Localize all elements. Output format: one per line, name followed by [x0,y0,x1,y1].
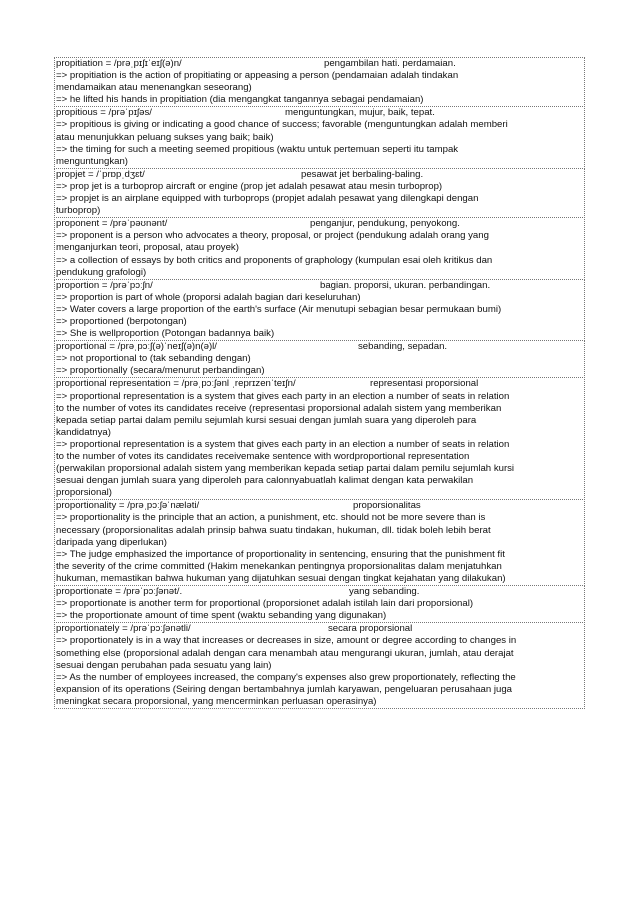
meaning: secara proporsional [328,623,413,635]
entry-header [56,58,584,70]
example-line: menguntungkan) [56,155,129,167]
example-line: => As the number of employees increased, the company's expenses also grew proportionately, reflecting the [56,671,516,683]
meaning: yang sebanding. [349,586,420,598]
example-line: => proportionately is in a way that increases or decreases in size, amount or degree according to changes in [56,635,517,647]
example-line: kandidatnya) [56,426,111,438]
meaning: proporsionalitas [353,500,421,512]
entry-header [56,280,584,292]
example-line: => proportional representation is a system that gives each party in an election a number of seats in relation [56,438,510,450]
entry-proportionate [54,585,585,623]
example-line: hukuman, memastikan bahwa hukuman yang dijatuhkan sesuai dengan tingkat kejahatan yang dilakukan) [56,572,506,584]
example-line: kepada setiap partai dalam pemilu sejumlah kursi sesuai dengan jumlah suara yang diperoleh para [56,414,477,426]
entry-header [56,500,584,512]
headword: proportionately = /prəˈpɔːʃənətli/ [56,623,191,635]
example-line: (perwakilan proporsional adalah sistem yang memberikan kepada setiap partai dalam pemilu sejumlah kursi [56,463,515,475]
entry-header [56,169,584,181]
example-line: mendamaikan atau menenangkan seseorang) [56,82,252,94]
example-line: expansion of its operations (Seiring dengan bertambahnya jumlah karyawan, pengeluaran perusahaan juga [56,683,513,695]
entry-propjet [54,168,585,218]
entry-propitious [54,106,585,168]
headword: propitiation = /prəˌpɪʃɪˈeɪʃ(ə)n/ [56,58,182,69]
entry-proportion [54,279,585,341]
headword: proportionate = /prəˈpɔːʃənət/. [56,586,183,598]
headword: propitious = /prəˈpɪʃəs/ [56,107,152,119]
example-line: sesuai dengan jumlah suara yang diperoleh para calonnyabuatlah kalimat dengan kata perwakilan [56,475,474,487]
meaning: bagian. proporsi, ukuran. perbandingan. [320,279,491,291]
example-line: => proportionally (secara/menurut perbandingan) [56,365,265,377]
dictionary-page [54,58,585,709]
example-line: => proponent is a person who advocates a theory, proposal, or project (pendukung adalah orang yang [56,230,489,242]
example-line: => proportionality is the principle that an action, a punishment, etc. should not be more severe than is [56,512,486,524]
example-line: turboprop) [56,205,101,217]
example-line: to the number of votes its candidates receive (representasi proporsional adalah sistem yang memberikan [56,402,502,414]
example-line: => prop jet is a turboprop aircraft or engine (prop jet adalah pesawat atau mesin turboprop) [56,180,443,192]
meaning: pengambilan hati. perdamaian. [324,58,456,69]
entry-proportionality [54,499,585,586]
example-line: => the proportionate amount of time spent (waktu sebanding yang digunakan) [56,610,387,622]
example-line: menganjurkan teori, proposal, atau proyek) [56,242,239,254]
example-line: necessary (proporsionalitas adalah prinsip bahwa suatu tindakan, hukuman, dll. tidak boleh lebih berat [56,524,491,536]
headword: proportion = /prəˈpɔːʃn/ [56,279,153,291]
meaning: representasi proporsional [370,378,479,390]
meaning: penganjur, pendukung, penyokong. [310,218,460,230]
example-line: => propitiation is the action of propitiating or appeasing a person (pendamaian adalah tindakan [56,70,459,82]
example-line: => propitious is giving or indicating a good chance of success; favorable (menguntungkan adalah memberi [56,119,508,131]
example-line: => Water covers a large proportion of the earth's surface (Air menutupi sebagian besar permukaan bumi) [56,303,502,315]
example-line: => She is wellproportion (Potongan badannya baik) [56,328,275,340]
entry-proportionately [54,622,585,709]
example-line: => propjet is an airplane equipped with turboprops (propjet adalah pesawat yang dilengkapi dengan [56,193,479,205]
headword: propjet = /ˈprɒpˌdʒɛt/ [56,168,145,180]
meaning: menguntungkan, mujur, baik, tepat. [285,107,435,119]
entry-header [56,378,584,390]
meaning: pesawat jet berbaling-baling. [301,168,424,180]
example-line: pendukung grafologi) [56,266,147,278]
example-line: => the timing for such a meeting seemed propitious (waktu untuk pertemuan seperti itu tampak [56,143,459,155]
headword: proportional = /prəˌpɔːʃ(ə)ˈneɪʃ(ə)n(ə)l/ [56,341,217,353]
entry-header [56,107,584,119]
entry-header [56,623,584,635]
example-line: something else (proporsional adalah dengan cara menambah atau mengurangi ukuran, jumlah, atau derajat [56,647,514,659]
example-line: => proportionate is another term for proportional (proporsionet adalah istilah lain dari proporsional) [56,598,474,610]
example-line: => a collection of essays by both critics and proponents of graphology (kumpulan esai oleh kritikus dan [56,254,493,266]
meaning: sebanding, sepadan. [358,341,448,353]
example-line: sesuai dengan perubahan pada sesuatu yang lain) [56,659,272,671]
headword: proponent = /prəˈpəʊnənt/ [56,218,168,230]
entry-header [56,586,584,598]
example-line: => proportional representation is a system that gives each party in an election a number of seats in relation [56,390,510,402]
entry-proportional [54,340,585,378]
headword: proportional representation = /prəˌpɔːʃənl ˌreprɪzenˈteɪʃn/ [56,378,296,390]
example-line: daripada yang diperlukan) [56,536,167,548]
entry-header [56,341,584,353]
entry-header [56,218,584,230]
example-line: proporsional) [56,487,112,499]
entry-propitiation [54,57,585,107]
example-line: => he lifted his hands in propitiation (dia mengangkat tangannya sebagai pendamaian) [56,94,424,106]
example-line: the severity of the crime committed (Hakim menekankan pentingnya proporsionalitas dalam menjatuhkan [56,560,502,572]
example-line: meningkat secara proporsional, yang mencerminkan perluasan operasinya) [56,695,377,707]
example-line: to the number of votes its candidates receivemake sentence with wordproportional representation [56,451,470,462]
example-line: => proportioned (berpotongan) [56,315,187,327]
headword: proportionality = /prəˌpɔːʃəˈnæləti/ [56,500,200,512]
example-line: => not proportional to (tak sebanding dengan) [56,353,251,365]
example-line: => The judge emphasized the importance of proportionality in sentencing, ensuring that the punishment fit [56,548,505,560]
entry-proponent [54,217,585,279]
example-line: atau menunjukkan peluang sukses yang baik; baik) [56,131,274,143]
example-line: => proportion is part of whole (proporsi adalah bagian dari keseluruhan) [56,291,361,303]
entry-proportional-representation [54,377,585,500]
